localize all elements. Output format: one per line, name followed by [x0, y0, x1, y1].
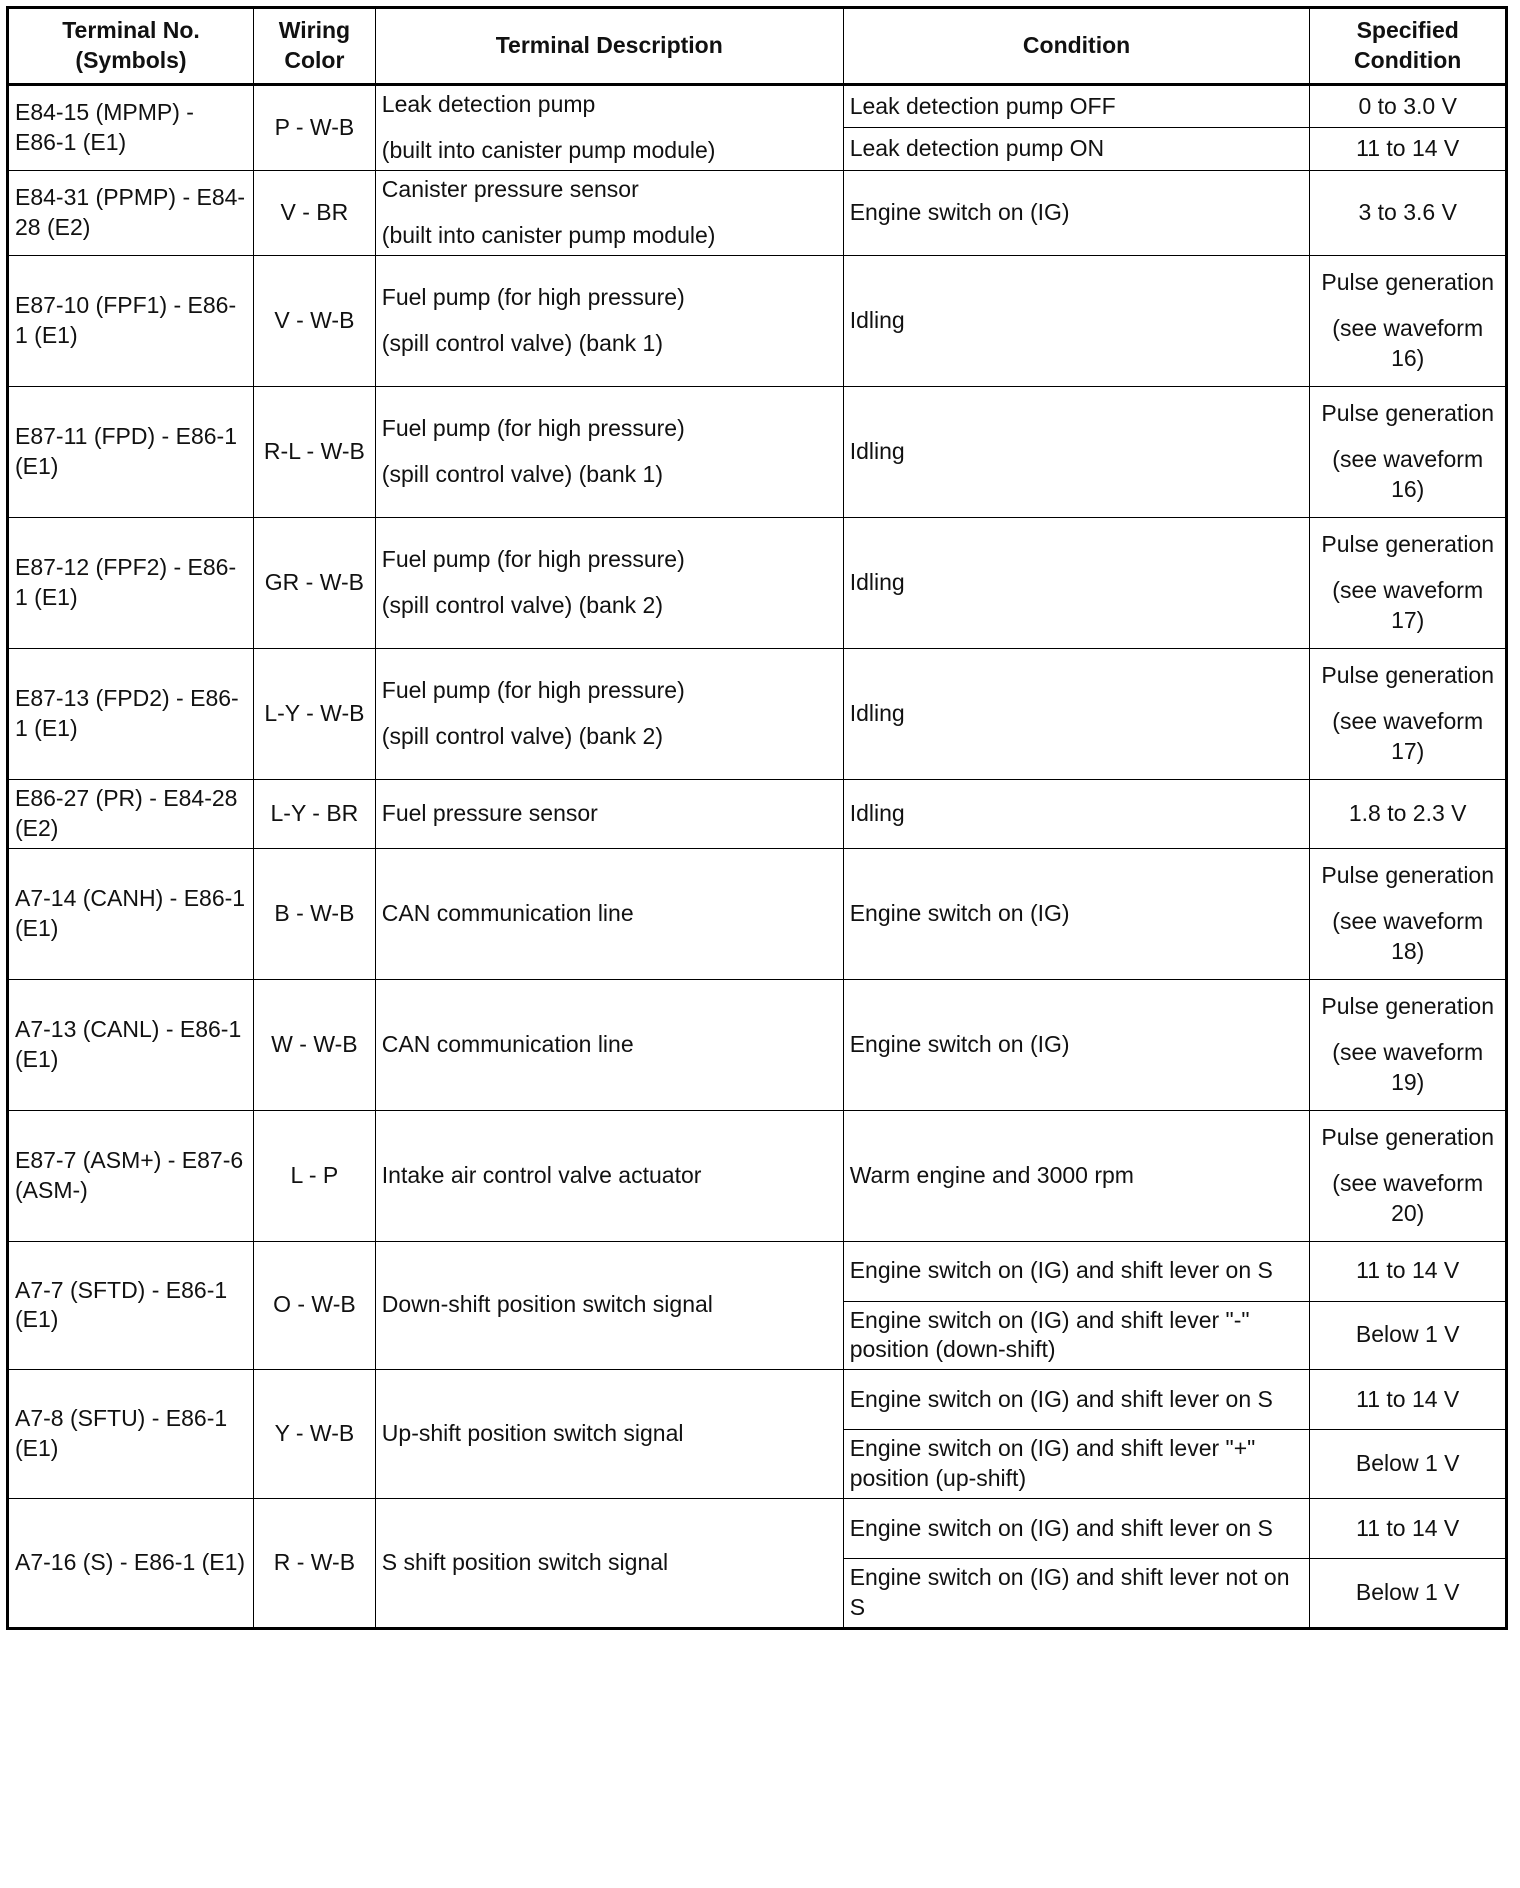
description-line: Fuel pump (for high pressure): [381, 414, 685, 441]
table-row: [8, 779, 1507, 848]
spec-line: Pulse generation: [1321, 661, 1495, 688]
header-terminal: Terminal No. (Symbols): [8, 8, 254, 85]
terminal-cell: E87-12 (FPF2) - E86-1 (E1): [8, 517, 254, 648]
spec-line: (see waveform 16): [1332, 314, 1484, 371]
description-cell: Up-shift position switch signal: [375, 1370, 843, 1499]
condition-cell: Idling: [843, 255, 1310, 386]
condition-cell: Warm engine and 3000 rpm: [843, 1110, 1310, 1241]
table-row: [8, 648, 1507, 779]
table-header-row: [8, 8, 1507, 85]
wiring-cell: Y - W-B: [254, 1370, 376, 1499]
table-row: [8, 386, 1507, 517]
spec-line: Pulse generation: [1321, 399, 1495, 426]
wiring-cell: R - W-B: [254, 1499, 376, 1629]
condition-cell: Engine switch on (IG): [843, 170, 1310, 255]
description-cell: CAN communication line: [375, 979, 843, 1110]
wiring-cell: L-Y - BR: [254, 779, 376, 848]
description-cell: Intake air control valve actuator: [375, 1110, 843, 1241]
terminal-cell: E87-10 (FPF1) - E86-1 (E1): [8, 255, 254, 386]
wiring-cell: L - P: [254, 1110, 376, 1241]
spec-cell: [1310, 386, 1507, 517]
description-cell: [375, 648, 843, 779]
description-cell: [375, 85, 843, 171]
spec-line: Pulse generation: [1321, 530, 1495, 557]
terminal-cell: A7-8 (SFTU) - E86-1 (E1): [8, 1370, 254, 1499]
description-cell: [375, 255, 843, 386]
description-cell: [375, 517, 843, 648]
condition-cell: Engine switch on (IG): [843, 979, 1310, 1110]
wiring-cell: B - W-B: [254, 848, 376, 979]
description-line: (spill control valve) (bank 2): [381, 722, 664, 749]
condition-cell: Engine switch on (IG) and shift lever on S: [843, 1370, 1310, 1430]
terminal-cell: A7-13 (CANL) - E86-1 (E1): [8, 979, 254, 1110]
spec-cell: [1310, 848, 1507, 979]
wiring-cell: R-L - W-B: [254, 386, 376, 517]
spec-cell: [1310, 517, 1507, 648]
spec-line: (see waveform 19): [1332, 1038, 1484, 1095]
terminal-cell: E87-7 (ASM+) - E87-6 (ASM-): [8, 1110, 254, 1241]
wiring-cell: P - W-B: [254, 85, 376, 171]
spec-line: Pulse generation: [1321, 861, 1495, 888]
header-wiring-color: Wiring Color: [254, 8, 376, 85]
spec-cell: 11 to 14 V: [1310, 1370, 1507, 1430]
description-line: Fuel pump (for high pressure): [381, 676, 685, 703]
table-row: [8, 1110, 1507, 1241]
terminal-cell: E86-27 (PR) - E84-28 (E2): [8, 779, 254, 848]
spec-cell: 11 to 14 V: [1310, 127, 1507, 170]
wiring-cell: GR - W-B: [254, 517, 376, 648]
spec-line: Pulse generation: [1321, 268, 1495, 295]
description-cell: [375, 170, 843, 255]
description-line: Fuel pump (for high pressure): [381, 545, 685, 572]
header-specified-condition: Specified Condition: [1310, 8, 1507, 85]
description-line: Fuel pump (for high pressure): [381, 283, 685, 310]
table-row: [8, 85, 1507, 128]
spec-cell: 11 to 14 V: [1310, 1241, 1507, 1301]
spec-cell: Below 1 V: [1310, 1430, 1507, 1499]
spec-cell: [1310, 1110, 1507, 1241]
table-row: [8, 170, 1507, 255]
condition-cell: Idling: [843, 517, 1310, 648]
description-cell: CAN communication line: [375, 848, 843, 979]
condition-cell: Engine switch on (IG) and shift lever on S: [843, 1241, 1310, 1301]
description-cell: S shift position switch signal: [375, 1499, 843, 1629]
table-row: [8, 255, 1507, 386]
table-row: [8, 517, 1507, 648]
wiring-cell: V - W-B: [254, 255, 376, 386]
table-row: [8, 979, 1507, 1110]
spec-cell: [1310, 648, 1507, 779]
spec-cell: [1310, 255, 1507, 386]
spec-line: (see waveform 17): [1332, 576, 1484, 633]
description-line: (spill control valve) (bank 1): [381, 460, 664, 487]
wiring-cell: O - W-B: [254, 1241, 376, 1370]
description-line: Canister pressure sensor: [381, 175, 639, 202]
wiring-cell: L-Y - W-B: [254, 648, 376, 779]
description-line: (built into canister pump module): [381, 221, 716, 248]
condition-cell: Engine switch on (IG) and shift lever "+" position (up-shift): [843, 1430, 1310, 1499]
condition-cell: Leak detection pump ON: [843, 127, 1310, 170]
wiring-cell: V - BR: [254, 170, 376, 255]
spec-cell: Below 1 V: [1310, 1301, 1507, 1370]
spec-cell: 1.8 to 2.3 V: [1310, 779, 1507, 848]
description-line: Leak detection pump: [381, 91, 596, 117]
condition-cell: Idling: [843, 648, 1310, 779]
terminal-cell: A7-16 (S) - E86-1 (E1): [8, 1499, 254, 1629]
condition-cell: Engine switch on (IG) and shift lever on S: [843, 1499, 1310, 1559]
description-line: (built into canister pump module): [381, 136, 716, 163]
table-row: [8, 1241, 1507, 1301]
terminal-cell: E84-15 (MPMP) - E86-1 (E1): [8, 85, 254, 171]
spec-cell: [1310, 979, 1507, 1110]
terminal-table-page: [6, 6, 1508, 1630]
spec-line: (see waveform 16): [1332, 445, 1484, 502]
condition-cell: Engine switch on (IG) and shift lever not on S: [843, 1559, 1310, 1629]
terminal-cell: A7-7 (SFTD) - E86-1 (E1): [8, 1241, 254, 1370]
terminal-cell: E87-11 (FPD) - E86-1 (E1): [8, 386, 254, 517]
table-row: [8, 848, 1507, 979]
spec-cell: 3 to 3.6 V: [1310, 170, 1507, 255]
spec-line: (see waveform 17): [1332, 707, 1484, 764]
terminal-cell: E84-31 (PPMP) - E84-28 (E2): [8, 170, 254, 255]
condition-cell: Idling: [843, 386, 1310, 517]
spec-line: Pulse generation: [1321, 1123, 1495, 1150]
header-terminal-description: Terminal Description: [375, 8, 843, 85]
wiring-cell: W - W-B: [254, 979, 376, 1110]
description-line: (spill control valve) (bank 1): [381, 329, 664, 356]
description-cell: [375, 386, 843, 517]
description-cell: Down-shift position switch signal: [375, 1241, 843, 1370]
condition-cell: Idling: [843, 779, 1310, 848]
description-cell: Fuel pressure sensor: [375, 779, 843, 848]
condition-cell: Engine switch on (IG): [843, 848, 1310, 979]
table-row: [8, 1370, 1507, 1430]
spec-line: (see waveform 20): [1332, 1169, 1484, 1226]
condition-cell: Leak detection pump OFF: [843, 85, 1310, 128]
terminal-cell: E87-13 (FPD2) - E86-1 (E1): [8, 648, 254, 779]
header-condition: Condition: [843, 8, 1310, 85]
spec-line: Pulse generation: [1321, 992, 1495, 1019]
spec-line: (see waveform 18): [1332, 907, 1484, 964]
spec-cell: Below 1 V: [1310, 1559, 1507, 1629]
condition-cell: Engine switch on (IG) and shift lever "-" position (down-shift): [843, 1301, 1310, 1370]
terminal-spec-table: [6, 6, 1508, 1630]
spec-cell: 0 to 3.0 V: [1310, 85, 1507, 128]
table-row: [8, 1499, 1507, 1559]
spec-cell: 11 to 14 V: [1310, 1499, 1507, 1559]
terminal-cell: A7-14 (CANH) - E86-1 (E1): [8, 848, 254, 979]
description-line: (spill control valve) (bank 2): [381, 591, 664, 618]
